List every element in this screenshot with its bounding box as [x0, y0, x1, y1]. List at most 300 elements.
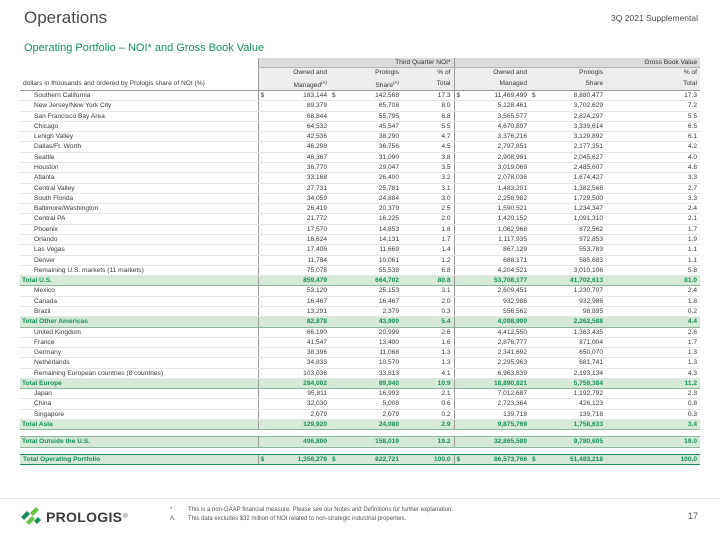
currency-symbol: $ [258, 454, 268, 464]
noi-pct-total: 6.8 [402, 111, 454, 121]
noi-owned-managed: 2,079 [268, 409, 330, 419]
noi-pct-total: 3.0 [402, 193, 454, 203]
table-row [20, 368, 700, 378]
gbv-owned-managed: 2,797,851 [464, 142, 530, 152]
gbv-pct-total: 0.8 [606, 399, 700, 409]
row-name: Total U.S. [20, 276, 258, 286]
currency-symbol [258, 317, 268, 327]
currency-symbol [258, 348, 268, 358]
gbv-prologis-share: 1,674,427 [540, 173, 606, 183]
noi-pct-total: 1.7 [402, 234, 454, 244]
table-row [20, 399, 700, 409]
noi-prologis-share: 55,795 [340, 111, 402, 121]
currency-symbol [530, 327, 540, 337]
currency-symbol [258, 111, 268, 121]
gbv-prologis-share: 1,234,347 [540, 204, 606, 214]
noi-prologis-share: 16,467 [340, 296, 402, 306]
row-name: Remaining European countries (8 countries) [20, 368, 258, 378]
gbv-prologis-share: 2,824,297 [540, 111, 606, 121]
column-header-row-2 [20, 78, 700, 91]
currency-symbol [330, 420, 340, 430]
gbv-prologis-share: 2,045,627 [540, 152, 606, 162]
gbv-prologis-share: 872,562 [540, 224, 606, 234]
currency-symbol [258, 142, 268, 152]
row-name: Netherlands [20, 358, 258, 368]
gbv-owned-managed: 11,469,499 [464, 91, 530, 101]
footnote-1 [170, 506, 453, 515]
currency-symbol [530, 348, 540, 358]
noi-owned-managed: 34,059 [268, 193, 330, 203]
noi-prologis-share: 55,538 [340, 265, 402, 275]
currency-symbol [530, 245, 540, 255]
currency-symbol: $ [530, 91, 540, 101]
footnote-2 [170, 515, 453, 524]
gbv-owned-managed: 32,865,589 [464, 437, 530, 447]
gbv-prologis-share: 585,683 [540, 255, 606, 265]
gbv-owned-managed: 932,986 [464, 296, 530, 306]
gbv-pct-total: 3.3 [606, 173, 700, 183]
table-row [20, 245, 700, 255]
prologis-logo [18, 507, 128, 527]
row-name: Singapore [20, 409, 258, 419]
gbv-pct-total: 1.7 [606, 224, 700, 234]
table-row [20, 348, 700, 358]
currency-symbol [454, 420, 464, 430]
gbv-owned-managed: 2,609,451 [464, 286, 530, 296]
col-prologis-share-line2: Share$^{(A)}$ [330, 78, 402, 91]
currency-symbol [530, 152, 540, 162]
table-row [20, 296, 700, 306]
currency-symbol [258, 420, 268, 430]
gbv-owned-managed: 18,890,821 [464, 378, 530, 388]
noi-owned-managed: 859,479 [268, 276, 330, 286]
gbv-prologis-share: 3,702,629 [540, 101, 606, 111]
noi-pct-total: 1.8 [402, 224, 454, 234]
page-subtitle: Operating Portfolio – NOI* and Gross Book Value [24, 42, 265, 54]
gbv-pct-total: 1.1 [606, 255, 700, 265]
col-pct-total-line2: Total [402, 78, 454, 91]
noi-pct-total: 10.9 [402, 378, 454, 388]
row-name: Denver [20, 255, 258, 265]
gbv-owned-managed: 2,723,364 [464, 399, 530, 409]
currency-symbol [530, 193, 540, 203]
row-label-header: dollars in thousands and ordered by Prologis share of NOI (%) [20, 78, 258, 91]
currency-symbol [530, 286, 540, 296]
noi-pct-total: 4.5 [402, 142, 454, 152]
currency-symbol [530, 276, 540, 286]
noi-prologis-share: 11,669 [340, 245, 402, 255]
currency-symbol [454, 306, 464, 316]
currency-symbol [330, 173, 340, 183]
table-row [20, 214, 700, 224]
currency-symbol [330, 378, 340, 388]
footnote-2-marker: A. [170, 516, 176, 522]
gbv-owned-managed: 53,708,177 [464, 276, 530, 286]
currency-symbol [454, 337, 464, 347]
noi-owned-managed: 129,920 [268, 420, 330, 430]
gbv-prologis-share: 1,758,633 [540, 420, 606, 430]
currency-symbol [530, 437, 540, 447]
noi-prologis-share: 158,019 [340, 437, 402, 447]
noi-owned-managed: 183,144 [268, 91, 330, 101]
currency-symbol [530, 132, 540, 142]
currency-symbol [454, 437, 464, 447]
currency-symbol [454, 286, 464, 296]
row-name: Houston [20, 163, 258, 173]
gbv-owned-managed: 1,420,152 [464, 214, 530, 224]
row-name: Dallas/Ft. Worth [20, 142, 258, 152]
noi-owned-managed: 82,878 [268, 317, 330, 327]
currency-symbol [454, 234, 464, 244]
noi-pct-total: 4.7 [402, 132, 454, 142]
gbv-owned-managed: 688,171 [464, 255, 530, 265]
prologis-logo-icon [18, 507, 42, 527]
gbv-pct-total: 6.1 [606, 132, 700, 142]
noi-prologis-share: 26,400 [340, 173, 402, 183]
noi-owned-managed: 1,356,279 [268, 454, 330, 464]
noi-pct-total: 0.6 [402, 399, 454, 409]
currency-symbol [530, 378, 540, 388]
table-row [20, 91, 700, 101]
noi-prologis-share: 89,940 [340, 378, 402, 388]
column-header-row-1 [20, 68, 700, 78]
gbv-owned-managed: 1,483,201 [464, 183, 530, 193]
gbv-prologis-share: 426,123 [540, 399, 606, 409]
grand-total-row [20, 454, 700, 464]
gbv-prologis-share: 139,718 [540, 409, 606, 419]
table-row [20, 337, 700, 347]
row-name: Total Asia [20, 420, 258, 430]
currency-symbol [454, 204, 464, 214]
noi-pct-total: 100.0 [402, 454, 454, 464]
noi-pct-total: 8.0 [402, 101, 454, 111]
noi-owned-managed: 32,030 [268, 399, 330, 409]
row-name: Lehigh Valley [20, 132, 258, 142]
noi-pct-total: 3.5 [402, 163, 454, 173]
currency-symbol [530, 317, 540, 327]
noi-owned-managed: 33,168 [268, 173, 330, 183]
footnote-1-marker: * [170, 507, 173, 513]
col-owned-managed-line1: Owned and [258, 68, 330, 78]
currency-symbol [258, 234, 268, 244]
gbv-owned-managed: 9,875,769 [464, 420, 530, 430]
group-header-row [20, 58, 700, 68]
gbv-prologis-share: 51,483,218 [540, 454, 606, 464]
gbv-pct-total: 0.2 [606, 306, 700, 316]
gbv-pct-total: 4.0 [606, 152, 700, 162]
group-noi-header: Third Quarter NOI* [258, 58, 454, 68]
gbv-pct-total: 3.3 [606, 193, 700, 203]
currency-symbol [530, 337, 540, 347]
noi-pct-total: 0.2 [402, 409, 454, 419]
table-row [20, 204, 700, 214]
gbv-prologis-share: 1,192,792 [540, 389, 606, 399]
noi-pct-total: 2.5 [402, 204, 454, 214]
currency-symbol [258, 204, 268, 214]
table-row [20, 327, 700, 337]
noi-prologis-share: 29,047 [340, 163, 402, 173]
spacer-cell [20, 447, 700, 454]
footnote-1-text: This is a non-GAAP financial measure. Please see our Notes and Definitions for further explanation. [188, 507, 454, 513]
table-row [20, 389, 700, 399]
noi-prologis-share: 36,756 [340, 142, 402, 152]
currency-symbol [454, 327, 464, 337]
report-period: 3Q 2021 Supplemental [611, 13, 698, 23]
gbv-owned-managed: 867,129 [464, 245, 530, 255]
noi-prologis-share: 822,721 [340, 454, 402, 464]
gbv-prologis-share: 650,070 [540, 348, 606, 358]
noi-pct-total: 0.3 [402, 306, 454, 316]
gbv-pct-total: 5.8 [606, 265, 700, 275]
gbv-pct-total: 1.1 [606, 245, 700, 255]
noi-owned-managed: 95,811 [268, 389, 330, 399]
currency-symbol [530, 368, 540, 378]
currency-symbol [530, 111, 540, 121]
gbv-pct-total: 81.0 [606, 276, 700, 286]
currency-symbol [258, 378, 268, 388]
gbv-owned-managed: 1,062,968 [464, 224, 530, 234]
gbv-pct-total: 2.4 [606, 286, 700, 296]
noi-pct-total: 2.9 [402, 420, 454, 430]
currency-symbol [454, 245, 464, 255]
noi-pct-total: 3.1 [402, 183, 454, 193]
col-owned-managed-line2: Managed$^{(A)}$ [258, 78, 330, 91]
gbv-pct-total: 4.3 [606, 368, 700, 378]
currency-symbol [454, 101, 464, 111]
noi-pct-total: 19.2 [402, 437, 454, 447]
currency-symbol [454, 276, 464, 286]
gbv-pct-total: 4.2 [606, 142, 700, 152]
currency-symbol [258, 265, 268, 275]
table-row [20, 193, 700, 203]
gbv-owned-managed: 4,670,897 [464, 121, 530, 131]
currency-symbol [258, 409, 268, 419]
gbv-owned-managed: 4,204,521 [464, 265, 530, 275]
row-name: Mexico [20, 286, 258, 296]
row-name: Brazil [20, 306, 258, 316]
gbv-owned-managed: 3,019,069 [464, 163, 530, 173]
col-gbv-owned-managed-line2: Managed [454, 78, 530, 91]
table-row [20, 152, 700, 162]
row-name: Total Outside the U.S. [20, 437, 258, 447]
noi-prologis-share: 14,853 [340, 224, 402, 234]
currency-symbol [530, 224, 540, 234]
noi-prologis-share: 16,993 [340, 389, 402, 399]
row-name: Japan [20, 389, 258, 399]
noi-owned-managed: 11,784 [268, 255, 330, 265]
currency-symbol [258, 183, 268, 193]
currency-symbol [330, 296, 340, 306]
row-name: Baltimore/Washington [20, 204, 258, 214]
row-name: France [20, 337, 258, 347]
spacer-cell [20, 430, 700, 437]
currency-symbol: $ [258, 91, 268, 101]
currency-symbol [330, 276, 340, 286]
noi-pct-total: 4.1 [402, 368, 454, 378]
row-name: Atlanta [20, 173, 258, 183]
spacer-row [20, 447, 700, 454]
subtotal-row [20, 378, 700, 388]
gbv-owned-managed: 3,565,577 [464, 111, 530, 121]
gbv-prologis-share: 1,091,310 [540, 214, 606, 224]
currency-symbol [258, 389, 268, 399]
row-name: Total Other Americas [20, 317, 258, 327]
currency-symbol [258, 132, 268, 142]
noi-owned-managed: 64,532 [268, 121, 330, 131]
currency-symbol [454, 173, 464, 183]
gbv-prologis-share: 41,702,613 [540, 276, 606, 286]
noi-prologis-share: 10,570 [340, 358, 402, 368]
table-row [20, 286, 700, 296]
gbv-prologis-share: 2,485,607 [540, 163, 606, 173]
currency-symbol [530, 409, 540, 419]
gbv-prologis-share: 3,339,614 [540, 121, 606, 131]
noi-owned-managed: 42,536 [268, 132, 330, 142]
currency-symbol [530, 255, 540, 265]
table-row [20, 132, 700, 142]
currency-symbol [530, 399, 540, 409]
currency-symbol [330, 286, 340, 296]
table-row [20, 163, 700, 173]
subtotal-row [20, 420, 700, 430]
gbv-owned-managed: 556,562 [464, 306, 530, 316]
row-name: Central PA [20, 214, 258, 224]
currency-symbol [330, 142, 340, 152]
row-name: Phoenix [20, 224, 258, 234]
currency-symbol [258, 276, 268, 286]
gbv-pct-total: 1.3 [606, 348, 700, 358]
noi-prologis-share: 5,008 [340, 399, 402, 409]
currency-symbol [330, 327, 340, 337]
gbv-prologis-share: 553,783 [540, 245, 606, 255]
gbv-prologis-share: 9,780,605 [540, 437, 606, 447]
noi-owned-managed: 103,036 [268, 368, 330, 378]
noi-owned-managed: 13,291 [268, 306, 330, 316]
currency-symbol [454, 152, 464, 162]
table-row [20, 173, 700, 183]
gbv-pct-total: 1.9 [606, 234, 700, 244]
currency-symbol [330, 163, 340, 173]
col-prologis-share-line1: Prologis [330, 68, 402, 78]
gbv-pct-total: 1.8 [606, 296, 700, 306]
gbv-pct-total: 7.2 [606, 101, 700, 111]
currency-symbol [454, 368, 464, 378]
spacer-row [20, 430, 700, 437]
gbv-owned-managed: 5,128,461 [464, 101, 530, 111]
currency-symbol [530, 420, 540, 430]
gbv-prologis-share: 1,230,707 [540, 286, 606, 296]
row-name: Total Europe [20, 378, 258, 388]
footnote-2-text: This data excludes $32 million of NOI related to non-strategic industrial properties. [188, 516, 407, 522]
currency-symbol [454, 111, 464, 121]
noi-pct-total: 3.8 [402, 152, 454, 162]
noi-owned-managed: 26,419 [268, 204, 330, 214]
noi-prologis-share: 43,999 [340, 317, 402, 327]
currency-symbol [258, 193, 268, 203]
subtotal-row [20, 317, 700, 327]
currency-symbol [530, 389, 540, 399]
row-name: Remaining U.S. markets (11 markets) [20, 265, 258, 275]
noi-owned-managed: 53,120 [268, 286, 330, 296]
gbv-owned-managed: 2,876,777 [464, 337, 530, 347]
table-row [20, 358, 700, 368]
col-gbv-prologis-share-line2: Share [530, 78, 606, 91]
row-name: Central Valley [20, 183, 258, 193]
currency-symbol [258, 255, 268, 265]
gbv-prologis-share: 3,129,892 [540, 132, 606, 142]
noi-prologis-share: 13,490 [340, 337, 402, 347]
currency-symbol [258, 286, 268, 296]
currency-symbol [330, 337, 340, 347]
currency-symbol [258, 437, 268, 447]
row-name: Germany [20, 348, 258, 358]
footnotes [170, 506, 453, 524]
noi-prologis-share: 24,080 [340, 420, 402, 430]
footer-divider [0, 498, 720, 499]
currency-symbol [330, 245, 340, 255]
gbv-prologis-share: 1,729,500 [540, 193, 606, 203]
currency-symbol [258, 214, 268, 224]
currency-symbol [454, 378, 464, 388]
currency-symbol [454, 317, 464, 327]
currency-symbol [258, 337, 268, 347]
currency-symbol [330, 224, 340, 234]
currency-symbol [530, 163, 540, 173]
noi-owned-managed: 41,547 [268, 337, 330, 347]
noi-pct-total: 1.2 [402, 255, 454, 265]
gbv-pct-total: 4.4 [606, 317, 700, 327]
currency-symbol [454, 348, 464, 358]
currency-symbol [530, 358, 540, 368]
currency-symbol: $ [530, 454, 540, 464]
col-gbv-prologis-share-line1: Prologis [530, 68, 606, 78]
gbv-owned-managed: 6,963,839 [464, 368, 530, 378]
currency-symbol [454, 296, 464, 306]
currency-symbol [530, 296, 540, 306]
gbv-owned-managed: 2,341,692 [464, 348, 530, 358]
currency-symbol [530, 265, 540, 275]
page-title: Operations [24, 8, 108, 27]
currency-symbol [454, 214, 464, 224]
gbv-pct-total: 2.7 [606, 183, 700, 193]
noi-prologis-share: 11,068 [340, 348, 402, 358]
gbv-pct-total: 100.0 [606, 454, 700, 464]
noi-pct-total: 1.3 [402, 348, 454, 358]
currency-symbol [530, 173, 540, 183]
noi-prologis-share: 14,131 [340, 234, 402, 244]
row-name: Chicago [20, 121, 258, 131]
gbv-prologis-share: 871,004 [540, 337, 606, 347]
currency-symbol [454, 224, 464, 234]
noi-owned-managed: 17,406 [268, 245, 330, 255]
noi-owned-managed: 38,396 [268, 348, 330, 358]
currency-symbol [258, 327, 268, 337]
gbv-prologis-share: 2,262,588 [540, 317, 606, 327]
gbv-prologis-share: 8,880,477 [540, 91, 606, 101]
noi-prologis-share: 65,708 [340, 101, 402, 111]
noi-owned-managed: 17,570 [268, 224, 330, 234]
noi-pct-total: 2.1 [402, 389, 454, 399]
currency-symbol [330, 437, 340, 447]
currency-symbol [258, 245, 268, 255]
currency-symbol [454, 163, 464, 173]
gbv-prologis-share: 5,759,384 [540, 378, 606, 388]
gbv-owned-managed: 1,590,521 [464, 204, 530, 214]
gbv-owned-managed: 1,117,935 [464, 234, 530, 244]
currency-symbol [330, 317, 340, 327]
currency-symbol [330, 132, 340, 142]
gbv-prologis-share: 1,382,568 [540, 183, 606, 193]
